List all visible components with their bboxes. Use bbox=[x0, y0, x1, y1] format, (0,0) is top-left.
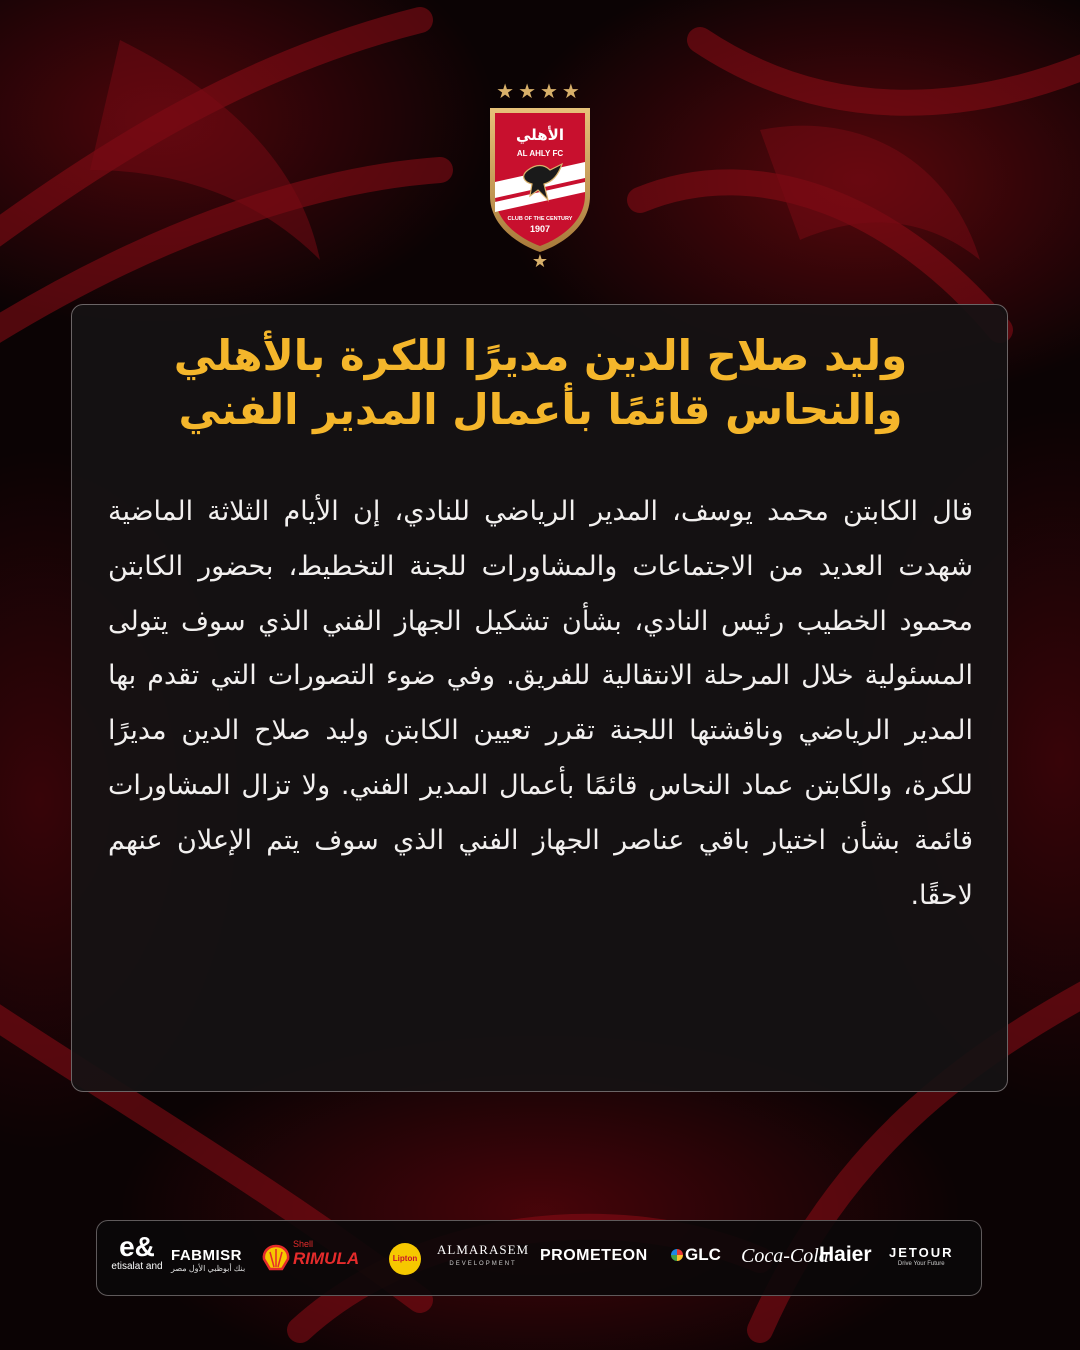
crest-motto: CLUB OF THE CENTURY bbox=[507, 216, 573, 222]
fabmisr-subtext: بنك أبوظبي الأول مصر bbox=[171, 1264, 246, 1273]
sponsor-shell-rimula-logo bbox=[293, 1239, 359, 1269]
sponsor-glc-logo bbox=[671, 1245, 721, 1265]
title-line-1: وليد صلاح الدين مديرًا للكرة بالأهلي bbox=[173, 331, 908, 380]
sponsor-jetour-logo bbox=[889, 1245, 954, 1269]
title-line-2: والنحاس قائمًا بأعمال المدير الفني bbox=[178, 385, 903, 434]
announcement-card bbox=[71, 304, 1008, 1092]
sponsor-fabmisr-logo bbox=[171, 1247, 245, 1273]
almarasem-subtext: DEVELOPMENT bbox=[449, 1261, 517, 1267]
sponsor-haier-logo: Haier bbox=[819, 1243, 872, 1266]
etisalat-mark: e& bbox=[119, 1231, 155, 1262]
rimula-text: RIMULA bbox=[293, 1249, 360, 1268]
club-crest bbox=[470, 80, 610, 275]
al-ahly-shield-icon bbox=[484, 104, 596, 254]
etisalat-text: etisalat and bbox=[111, 1261, 163, 1272]
announcement-title bbox=[72, 329, 1009, 437]
crest-arabic-name: الأهلي bbox=[515, 126, 565, 144]
sponsor-etisalat-logo bbox=[109, 1233, 165, 1273]
jetour-text: JETOUR bbox=[889, 1245, 954, 1260]
glc-text: GLC bbox=[685, 1245, 721, 1264]
almarasem-text: ALMARASEM bbox=[437, 1242, 530, 1257]
shell-text: Shell bbox=[293, 1239, 314, 1249]
sponsor-prometeon-logo: PROMETEON bbox=[540, 1247, 648, 1264]
sponsor-almarasem-logo bbox=[437, 1241, 529, 1269]
crest-english-name: AL AHLY FC bbox=[516, 149, 564, 158]
glc-dot-icon bbox=[671, 1249, 683, 1261]
announcement-body: قال الكابتن محمد يوسف، المدير الرياضي للنادي، إن الأيام الثلاثة الماضية شهدت العديد من الاجتماعات والمشاورات للجنة التخطيط، بحضور الكابتن محمود الخطيب رئيس النادي، بشأن تشكيل الجهاز الفني الذي سوف يتولى المسئولية خلال المرحلة الانتقالية للفريق. وفي ضوء التصورات التي تقدم بها المدير الرياضي وناقشتها اللجنة تقرر تعيين الكابتن وليد صلاح الدين مديرًا للكرة، والكابتن عماد النحاس قائمًا بأعمال المدير الفني. ولا تزال المشاورات قائمة بشأن اختيار باقي عناصر الجهاز الفني الذي سوف يتم الإعلان عنهم لاحقًا. bbox=[108, 496, 973, 911]
crest-star-bottom: ★ bbox=[531, 251, 549, 272]
sponsor-lipton-logo: Lipton bbox=[389, 1243, 421, 1275]
fabmisr-text: FABMISR bbox=[171, 1247, 242, 1264]
sponsors-bar bbox=[96, 1220, 982, 1296]
crest-year: 1907 bbox=[529, 224, 551, 234]
jetour-subtext: Drive Your Future bbox=[897, 1261, 945, 1267]
crest-stars-top: ★★★★ bbox=[496, 79, 584, 103]
shell-icon bbox=[261, 1243, 291, 1273]
sponsor-coca-cola-logo: Coca-Cola bbox=[741, 1245, 829, 1267]
